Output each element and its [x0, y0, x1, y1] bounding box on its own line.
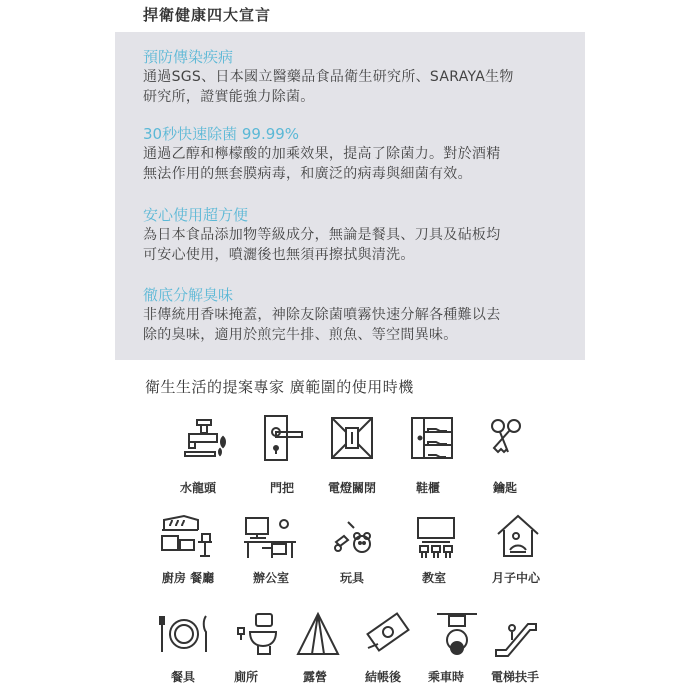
usage-label: 水龍頭	[179, 481, 217, 495]
usage-label: 門把	[269, 481, 295, 495]
classroom-icon	[412, 514, 460, 562]
usage-label: 餐具	[170, 670, 196, 684]
section-odor-removal	[143, 285, 573, 345]
usage-label: 電燈關閉	[327, 481, 377, 495]
faucet-icon	[181, 414, 229, 462]
tableware-icon	[158, 610, 210, 658]
checkout-money-icon	[364, 608, 412, 656]
keys-icon	[484, 414, 532, 462]
handrail-strap-icon	[433, 610, 481, 658]
section-line: 非傳統用香味掩蓋，神除友除菌噴霧快速分解各種難以去	[143, 307, 501, 323]
toys-icon	[330, 514, 378, 562]
section-prevent-infection	[143, 47, 573, 107]
usage-label: 結帳後	[364, 670, 402, 684]
section-safe-use	[143, 205, 573, 265]
section-line: 為日本食品添加物等級成分，無論是餐具、刀具及砧板均	[143, 227, 501, 243]
tent-icon	[294, 610, 342, 658]
office-icon	[242, 512, 298, 560]
section-heading: 安心使用超方便	[143, 206, 249, 224]
usage-label: 廚房 餐廳	[161, 571, 215, 585]
light-switch-icon	[328, 414, 376, 462]
section-fast-disinfection	[143, 124, 573, 184]
escalator-icon	[492, 610, 540, 658]
section-line: 通過SGS、日本國立醫藥品食品衛生研究所、SARAYA生物	[143, 69, 514, 85]
usage-label: 露營	[302, 670, 328, 684]
usage-label: 乘車時	[427, 670, 465, 684]
section-heading: 預防傳染疾病	[143, 48, 234, 66]
toilet-icon	[234, 610, 282, 658]
section-line: 通過乙醇和檸檬酸的加乘效果，提高了除菌力。對於酒精	[143, 146, 501, 162]
door-handle-icon	[259, 414, 307, 462]
section-line: 無法作用的無套膜病毒，和廣泛的病毒與細菌有效。	[143, 166, 472, 182]
usage-label: 鞋櫃	[415, 481, 441, 495]
section-line: 除的臭味，適用於煎完牛排、煎魚、等空間異味。	[143, 327, 458, 343]
section-line: 研究所，證實能強力除菌。	[143, 89, 315, 105]
section-line: 可安心使用，噴灑後也無須再擦拭與清洗。	[143, 247, 415, 263]
section-heading: 30秒快速除菌 99.99%	[143, 125, 300, 143]
usage-label: 辦公室	[252, 571, 290, 585]
usage-subtitle: 衛生生活的提案專家 廣範圍的使用時機	[145, 378, 414, 396]
page-title: 捍衛健康四大宣言	[143, 6, 272, 24]
usage-label: 廁所	[233, 670, 259, 684]
section-heading: 徹底分解臭味	[143, 286, 234, 304]
usage-label: 鑰匙	[492, 481, 518, 495]
kitchen-icon	[158, 512, 218, 560]
usage-label: 電梯扶手	[490, 670, 540, 684]
usage-label: 教室	[421, 571, 447, 585]
shoe-cabinet-icon	[408, 414, 456, 462]
usage-label: 玩具	[339, 571, 365, 585]
postpartum-center-icon	[494, 512, 542, 560]
usage-label: 月子中心	[491, 571, 541, 585]
